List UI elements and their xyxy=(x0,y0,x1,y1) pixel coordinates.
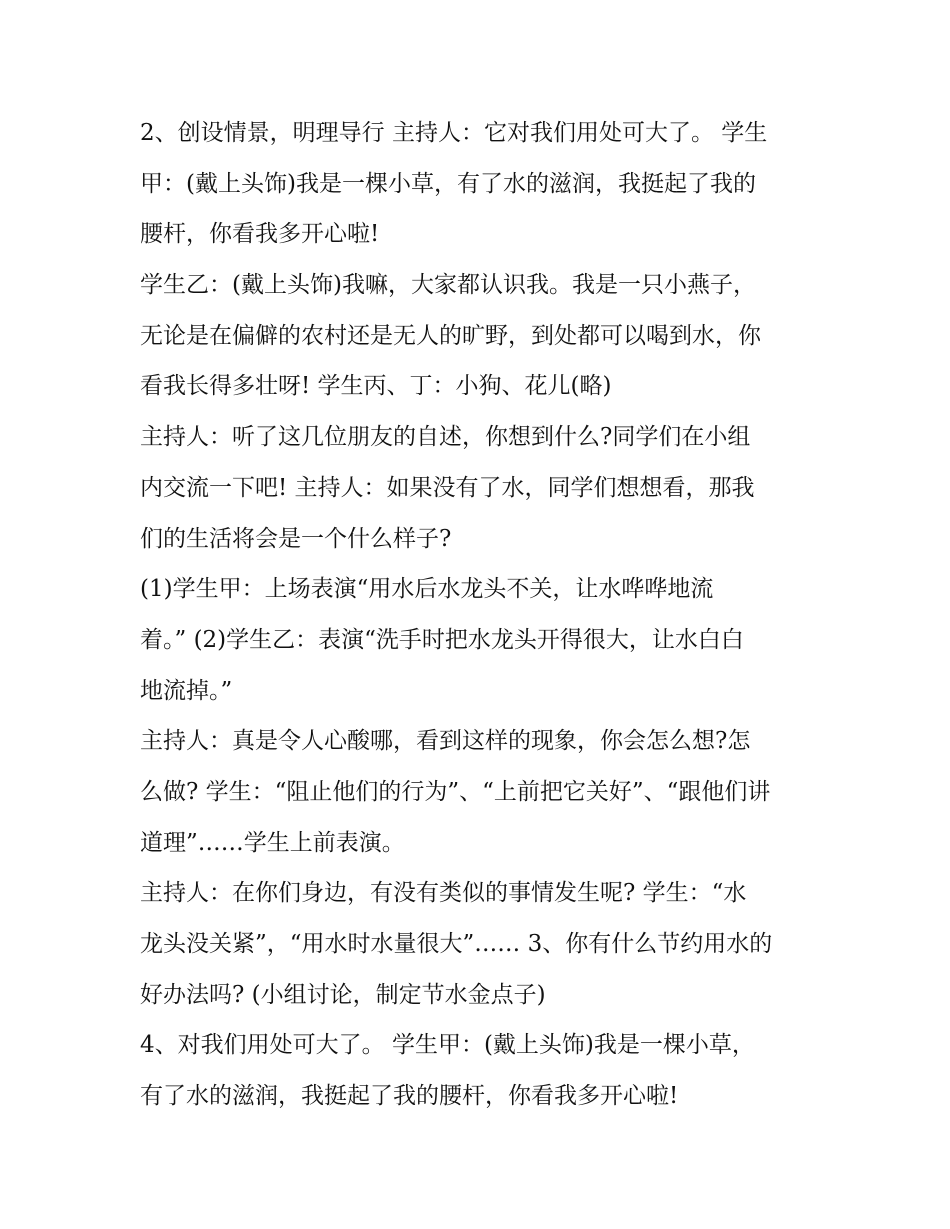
text-line: 地流掉。” xyxy=(140,677,233,704)
text-line: (1)学生甲：上场表演“用水后水龙头不关，让水哗哗地流 xyxy=(140,576,714,603)
text-line: 有了水的滋润，我挺起了我的腰杆，你看我多开心啦! xyxy=(140,1083,679,1110)
text-line: 主持人：真是令人心酸哪，看到这样的现象，你会怎么想?怎 xyxy=(140,728,751,755)
text-line: 着。” (2)学生乙：表演“洗手时把水龙头开得很大，让水白白 xyxy=(140,626,744,653)
text-line: 2、创设情景，明理导行 主持人：它对我们用处可大了。 学生 xyxy=(140,120,768,146)
text-line: 主持人：听了这几位朋友的自述，你想到什么?同学们在小组 xyxy=(140,424,751,451)
text-line: 4、对我们用处可大了。 学生甲：(戴上头饰)我是一棵小草， xyxy=(140,1032,755,1059)
text-line: 好办法吗? (小组讨论，制定节水金点子) xyxy=(140,981,546,1008)
text-line: 们的生活将会是一个什么样子? xyxy=(140,525,452,552)
document-text xyxy=(140,108,820,1122)
text-line: 么做? 学生：“阻止他们的行为”、“上前把它关好”、“跟他们讲 xyxy=(140,778,771,805)
text-line: 无论是在偏僻的农村还是无人的旷野，到处都可以喝到水，你 xyxy=(140,322,761,349)
text-line: 道理”……学生上前表演。 xyxy=(140,829,405,856)
text-line: 腰杆，你看我多开心啦! xyxy=(140,221,380,248)
text-line: 看我长得多壮呀! 学生丙、丁：小狗、花儿(略) xyxy=(140,373,612,400)
text-line: 内交流一下吧! 主持人：如果没有了水，同学们想想看，那我 xyxy=(140,474,755,501)
text-line: 甲：(戴上头饰)我是一棵小草，有了水的滋润，我挺起了我的 xyxy=(140,170,756,197)
text-line: 学生乙：(戴上头饰)我嘛，大家都认识我。我是一只小燕子， xyxy=(140,272,756,299)
text-line: 主持人：在你们身边，有没有类似的事情发生呢? 学生：“水 xyxy=(140,880,747,907)
text-line: 龙头没关紧”，“用水时水量很大”…… 3、你有什么节约用水的 xyxy=(140,931,773,957)
